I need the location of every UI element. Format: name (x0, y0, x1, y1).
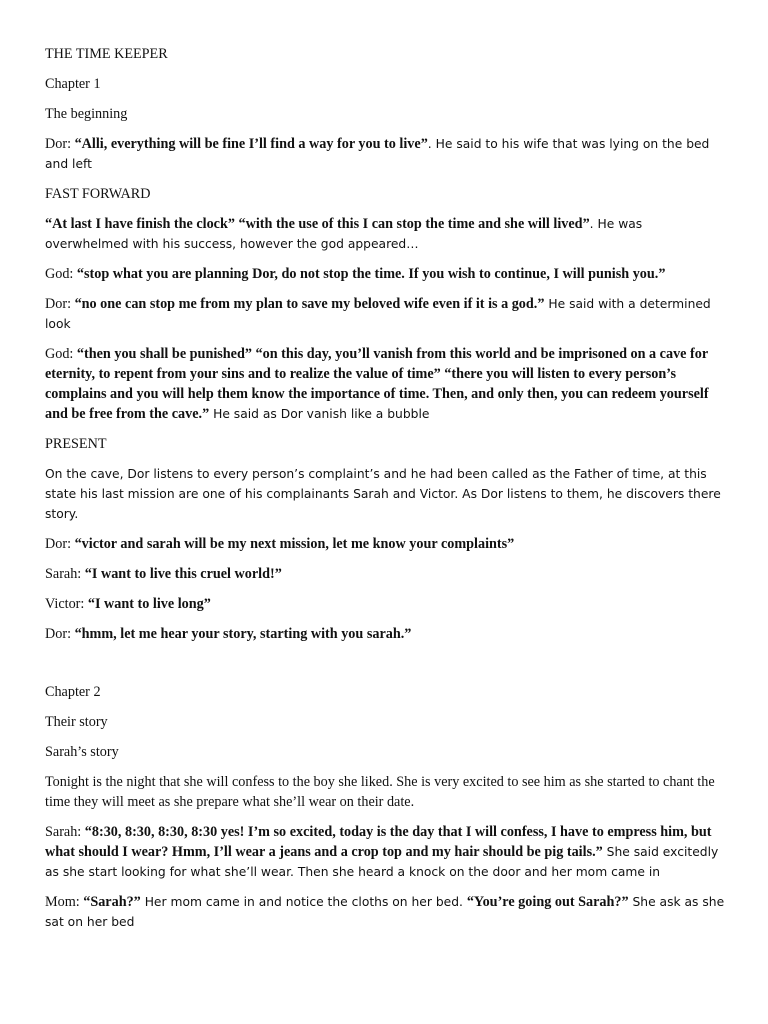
speaker: Dor: (45, 626, 75, 642)
paragraph-dor-alli (45, 134, 728, 174)
dialogue: “Sarah?” (83, 894, 141, 910)
doc-title: THE TIME KEEPER (45, 46, 168, 62)
paragraph-finish-clock (45, 214, 728, 254)
narration: . He was overwhelmed with his success, however the god appeared… (45, 217, 643, 251)
present-heading: PRESENT (45, 436, 107, 452)
speaker: Dor: (45, 536, 75, 552)
chapter-1-heading: Chapter 1 (45, 76, 101, 92)
dialogue: “8:30, 8:30, 8:30, 8:30 yes! I’m so excited, today is the day that I will confess, I have to empress him, but what should I wear? Hmm, I’ll wear a jeans and a crop top and my hair should be pig tails.” (45, 824, 712, 860)
chapter-2-heading: Chapter 2 (45, 684, 101, 700)
section-beginning-heading: The beginning (45, 106, 128, 122)
section-sarahs-story-heading: Sarah’s story (45, 744, 119, 760)
dialogue: “hmm, let me hear your story, starting with you sarah.” (74, 626, 412, 642)
dialogue: “stop what you are planning Dor, do not stop the time. If you wish to continue, I will punish you.” (76, 266, 666, 282)
paragraph-mom-enters (45, 892, 728, 932)
dialogue: “no one can stop me from my plan to save my beloved wife even if it is a god.” (74, 296, 545, 312)
dialogue: “You’re going out Sarah?” (466, 894, 629, 910)
speaker: God: (45, 346, 77, 362)
speaker: Sarah: (45, 566, 85, 582)
paragraph-tonight-narration: Tonight is the night that she will confess to the boy she liked. She is very excited to see him as she started to chant the time they will meet as she prepare what she’ll wear on their date. (45, 774, 715, 810)
speaker: Sarah: (45, 824, 85, 840)
narration: He said with a determined look (45, 297, 711, 331)
speaker: God: (45, 266, 77, 282)
paragraph-cave-narration: On the cave, Dor listens to every person’s complaint’s and he had been called as the Father of time, at this state his last mission are one of his complainants Sarah and Victor. As Dor listens to them, he discovers there story. (45, 467, 721, 521)
dialogue: “I want to live long” (87, 596, 211, 612)
dialogue: “Alli, everything will be fine I’ll find a way for you to live” (74, 136, 428, 152)
fast-forward-heading: FAST FORWARD (45, 186, 151, 202)
paragraph-god-punishment (45, 344, 728, 424)
paragraph-sarah-complaint (45, 564, 728, 584)
paragraph-sarah-excited (45, 822, 728, 882)
dialogue: “then you shall be punished” “on this day, you’ll vanish from this world and be imprisoned on a cave for eternity, to repent from your sins and to realize the value of time” “there you will listen to every person’s complains and you will help them know the importance of time. Then, and only then, you can redeem yourself and be free from the cave.” (45, 346, 709, 422)
paragraph-victor-complaint (45, 594, 728, 614)
speaker: Victor: (45, 596, 88, 612)
paragraph-god-warning (45, 264, 728, 284)
paragraph-dor-mission (45, 534, 728, 554)
speaker: Mom: (45, 894, 84, 910)
narration: Her mom came in and notice the cloths on her bed. (140, 895, 467, 909)
section-their-story-heading: Their story (45, 714, 108, 730)
narration: She ask as she sat on her bed (45, 895, 725, 929)
narration: She said excitedly as she start looking for what she’ll wear. Then she heard a knock on the door and her mom came in (45, 845, 719, 879)
paragraph-dor-story-request (45, 624, 728, 644)
dialogue: “victor and sarah will be my next mission, let me know your complaints” (74, 536, 515, 552)
dialogue: “I want to live this cruel world!” (84, 566, 282, 582)
paragraph-dor-defiance (45, 294, 728, 334)
spacer (45, 654, 728, 682)
dialogue: “At last I have finish the clock” “with the use of this I can stop the time and she will lived” (45, 216, 590, 232)
speaker: Dor: (45, 296, 75, 312)
speaker: Dor: (45, 136, 75, 152)
narration: . He said to his wife that was lying on the bed and left (45, 137, 710, 171)
narration: He said as Dor vanish like a bubble (209, 407, 430, 421)
